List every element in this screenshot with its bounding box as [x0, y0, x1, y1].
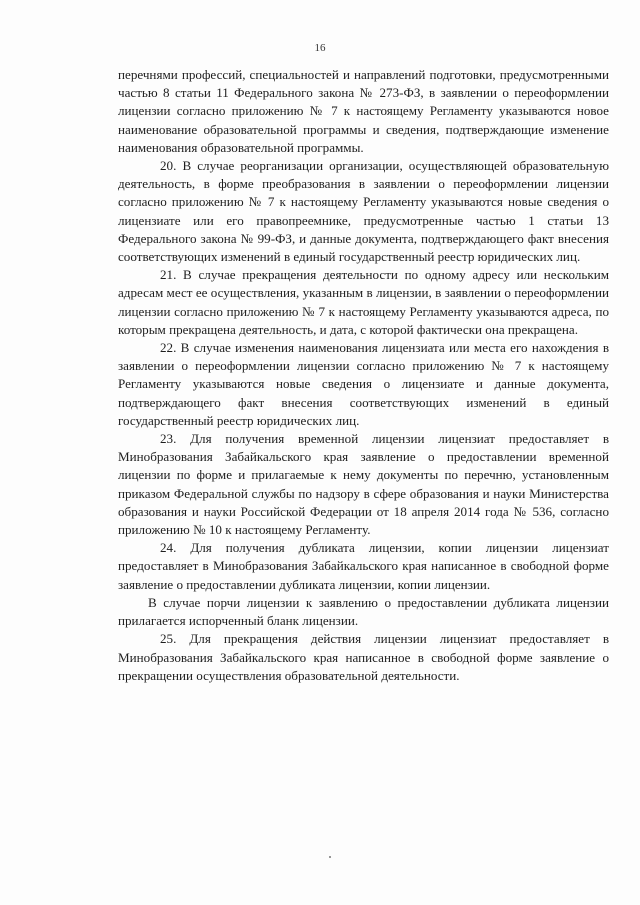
page-number: 16	[314, 42, 326, 54]
paragraph-continuation: перечнями профессий, специальностей и направлений подготовки, предусмотренными частью 8 статьи 11 Федерального закона № 273-ФЗ, в заявлении о переоформлении лицензии согласно приложению № 7 к настоящему Регламенту указываются новое наименование образовательной программы и сведения, подтверждающие изменение наименования образовательной программы.	[118, 67, 609, 155]
scan-artifact-dot	[329, 856, 331, 858]
paragraph-24: 24. Для получения дубликата лицензии, копии лицензии лицензиат предоставляет в Минобразования Забайкальского края написанное в свободной форме заявление о предоставлении дубликата лицензии, копии лицензии.	[118, 540, 609, 592]
paragraph-25: 25. Для прекращения действия лицензии лицензиат предоставляет в Минобразования Забайкальского края написанное в свободной форме заявление о прекращении осуществления образовательной деятельности.	[118, 631, 609, 683]
paragraph-24-note: В случае порчи лицензии к заявлению о предоставлении дубликата лицензии прилагается испорченный бланк лицензии.	[118, 594, 609, 629]
paragraph-22: 22. В случае изменения наименования лицензиата или места его нахождения в заявлении о переоформлении лицензии согласно приложению № 7 к настоящему Регламенту указываются новые сведения о лицензиате и данные документа, подтверждающего факт внесения соответствующих изменений в единый государственный реестр юридических лиц.	[118, 340, 609, 428]
document-body	[118, 66, 609, 685]
paragraph-21: 21. В случае прекращения деятельности по одному адресу или нескольким адресам мест ее осуществления, указанным в лицензии, в заявлении о переоформлении лицензии согласно приложению № 7 к настоящему Регламенту указываются адреса, по которым прекращена деятельность, и дата, с которой фактически она прекращена.	[118, 267, 609, 337]
paragraph-20: 20. В случае реорганизации организации, осуществляющей образовательную деятельность, в форме преобразования в заявлении о переоформлении лицензии согласно приложению № 7 к настоящему Регламенту указываются новые сведения о лицензиате или его правопреемнике, предусмотренные частью 1 статьи 13 Федерального закона № 99-ФЗ, и данные документа, подтверждающего факт внесения соответствующих изменений в единый государственный реестр юридических лиц.	[118, 158, 609, 265]
paragraph-23: 23. Для получения временной лицензии лицензиат предоставляет в Минобразования Забайкальского края заявление о предоставлении временной лицензии по форме и прилагаемые к нему документы по перечню, установленным приказом Федеральной службы по надзору в сфере образования и науки Министерства образования и науки Российской Федерации от 18 апреля 2014 года № 536, согласно приложению № 10 к настоящему Регламенту.	[118, 431, 609, 538]
